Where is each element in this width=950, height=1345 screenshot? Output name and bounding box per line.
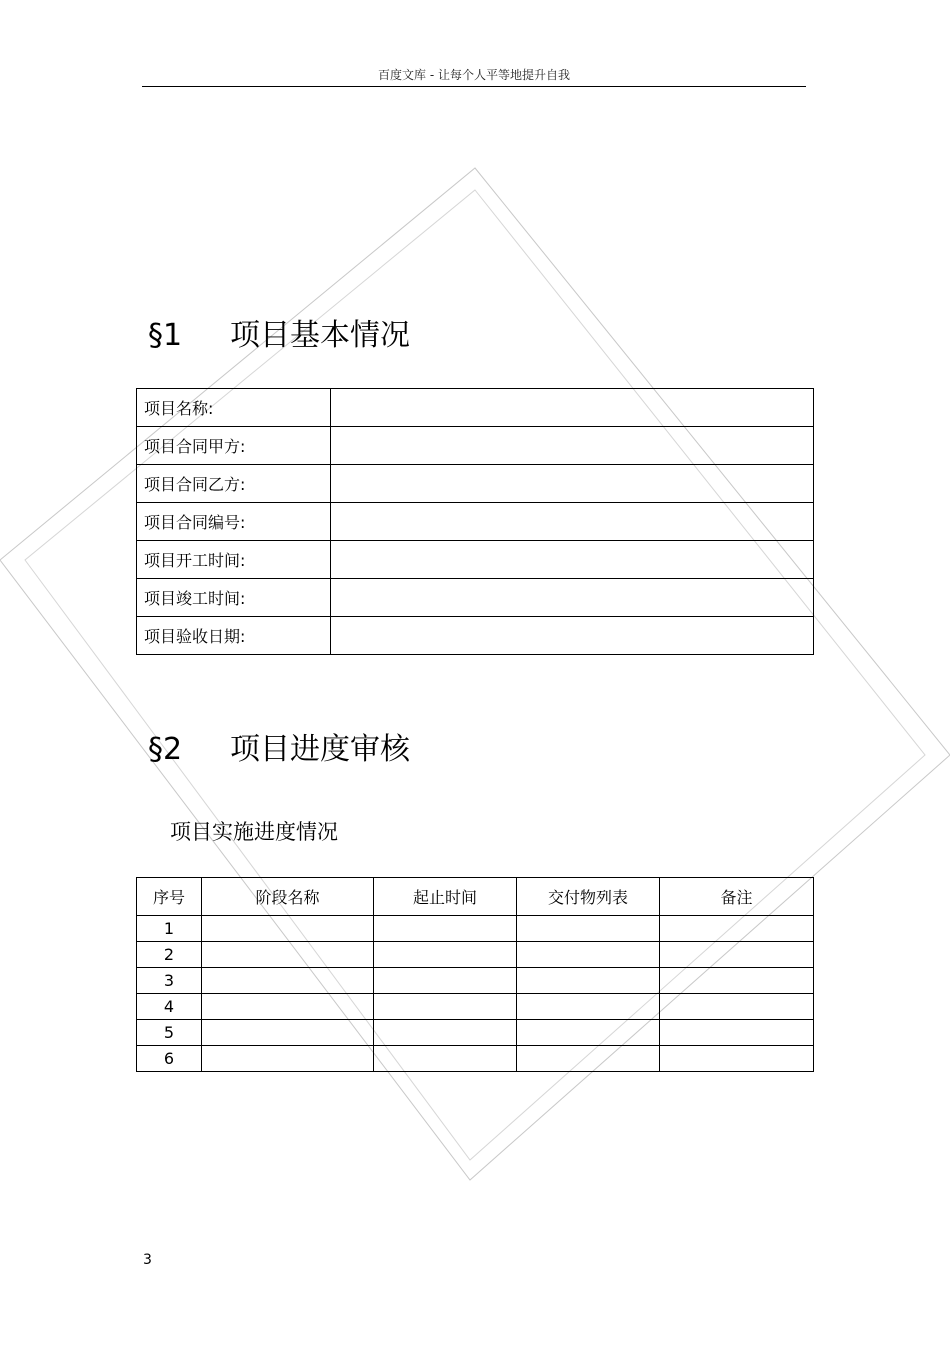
table-cell[interactable] <box>202 916 374 942</box>
info-label: 项目开工时间: <box>137 541 331 579</box>
table-cell[interactable] <box>202 968 374 994</box>
table-row <box>137 994 814 1020</box>
table-cell[interactable] <box>660 1046 814 1072</box>
column-header: 起止时间 <box>374 878 517 916</box>
info-label: 项目名称: <box>137 389 331 427</box>
progress-subheading: 项目实施进度情况 <box>170 820 338 844</box>
table-row <box>137 579 814 617</box>
info-label: 项目验收日期: <box>137 617 331 655</box>
table-row <box>137 968 814 994</box>
info-label: 项目合同编号: <box>137 503 331 541</box>
table-cell[interactable] <box>374 994 517 1020</box>
table-cell[interactable] <box>374 1020 517 1046</box>
section-1-title <box>148 318 410 354</box>
info-value-cell[interactable] <box>331 503 814 541</box>
table-cell[interactable] <box>202 1046 374 1072</box>
table-row <box>137 427 814 465</box>
table-row <box>137 1020 814 1046</box>
page-number: 3 <box>143 1252 152 1268</box>
section-2-number: §2 <box>148 732 183 767</box>
table-cell[interactable] <box>202 1020 374 1046</box>
row-number: 3 <box>137 968 202 994</box>
table-row <box>137 942 814 968</box>
table-cell[interactable] <box>374 942 517 968</box>
row-number: 5 <box>137 1020 202 1046</box>
table-row <box>137 916 814 942</box>
column-header: 交付物列表 <box>517 878 660 916</box>
section-1-heading: 项目基本情况 <box>230 318 410 353</box>
table-row <box>137 389 814 427</box>
row-number: 1 <box>137 916 202 942</box>
table-cell[interactable] <box>202 942 374 968</box>
project-info-table <box>136 388 814 655</box>
column-header: 阶段名称 <box>202 878 374 916</box>
table-row <box>137 465 814 503</box>
section-2-heading: 项目进度审核 <box>230 732 410 767</box>
table-cell[interactable] <box>517 1046 660 1072</box>
info-label: 项目竣工时间: <box>137 579 331 617</box>
info-value-cell[interactable] <box>331 579 814 617</box>
info-value-cell[interactable] <box>331 617 814 655</box>
table-cell[interactable] <box>660 942 814 968</box>
table-cell[interactable] <box>374 916 517 942</box>
row-number: 4 <box>137 994 202 1020</box>
info-label: 项目合同乙方: <box>137 465 331 503</box>
table-cell[interactable] <box>202 994 374 1020</box>
table-header-row <box>137 878 814 916</box>
table-row <box>137 503 814 541</box>
info-value-cell[interactable] <box>331 541 814 579</box>
page-header: 百度文库 - 让每个人平等地提升自我 <box>142 66 806 87</box>
column-header: 序号 <box>137 878 202 916</box>
table-cell[interactable] <box>660 994 814 1020</box>
table-cell[interactable] <box>517 968 660 994</box>
table-cell[interactable] <box>517 916 660 942</box>
table-row <box>137 1046 814 1072</box>
info-label: 项目合同甲方: <box>137 427 331 465</box>
progress-table <box>136 877 814 1072</box>
table-cell[interactable] <box>660 916 814 942</box>
table-cell[interactable] <box>660 1020 814 1046</box>
info-value-cell[interactable] <box>331 427 814 465</box>
section-2-title <box>148 732 410 768</box>
table-cell[interactable] <box>517 1020 660 1046</box>
table-row <box>137 617 814 655</box>
info-value-cell[interactable] <box>331 465 814 503</box>
column-header: 备注 <box>660 878 814 916</box>
table-cell[interactable] <box>374 968 517 994</box>
section-1-number: §1 <box>148 318 183 353</box>
table-cell[interactable] <box>660 968 814 994</box>
row-number: 2 <box>137 942 202 968</box>
table-cell[interactable] <box>517 942 660 968</box>
table-row <box>137 541 814 579</box>
table-cell[interactable] <box>517 994 660 1020</box>
row-number: 6 <box>137 1046 202 1072</box>
table-cell[interactable] <box>374 1046 517 1072</box>
info-value-cell[interactable] <box>331 389 814 427</box>
